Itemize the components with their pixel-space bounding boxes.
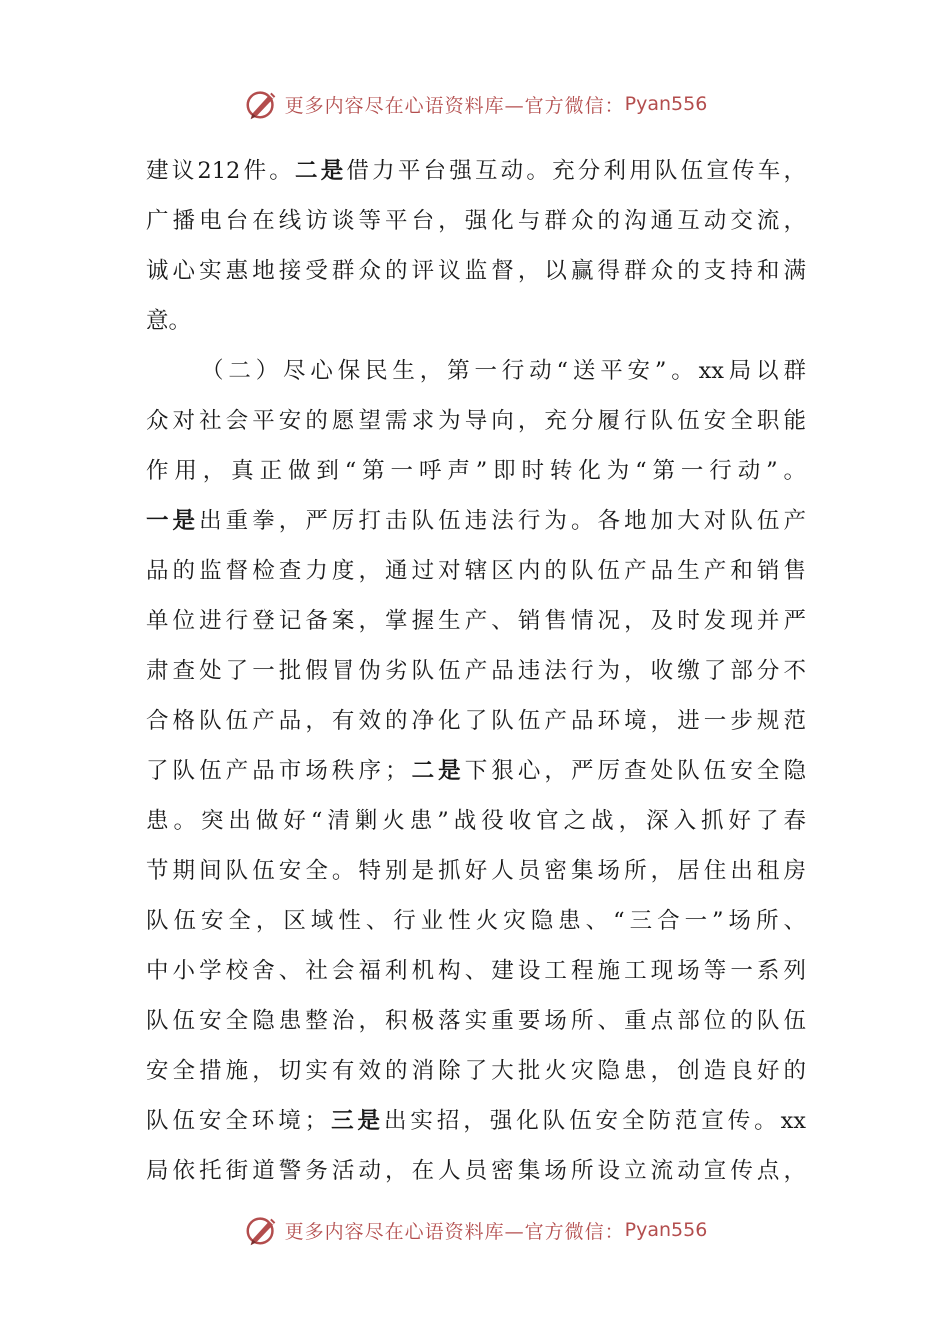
text-line bbox=[146, 1046, 806, 1096]
watermark-text: 更多内容尽在心语资料库—官方微信： bbox=[284, 94, 625, 117]
text-segment: 节期间队伍安全。特别是抓好人员密集场所，居住出租房 bbox=[146, 858, 806, 884]
text-line bbox=[146, 796, 806, 846]
text-line bbox=[146, 596, 806, 646]
watermark-contact: Pyan556 bbox=[624, 93, 708, 115]
text-segment: 肃查处了一批假冒伪劣队伍产品违法行为，收缴了部分不 bbox=[146, 658, 806, 684]
text-segment: 借力平台强互动。充分利用队伍宣传车， bbox=[346, 158, 806, 184]
text-segment: 作用，真正做到“第一呼声”即时转化为“第一行动”。 bbox=[146, 458, 806, 484]
text-line bbox=[146, 396, 806, 446]
text-line bbox=[146, 1146, 806, 1196]
text-line bbox=[146, 196, 806, 246]
text-segment: （二）尽心保民生，第一行动“送平安”。xx局以群 bbox=[201, 358, 806, 384]
text-segment: 下狠心，严厉查处队伍安全隐 bbox=[464, 758, 806, 784]
text-segment: 中小学校舍、社会福利机构、建设工程施工现场等一系列 bbox=[146, 958, 806, 984]
text-segment: 诚心实惠地接受群众的评议监督，以赢得群众的支持和满 bbox=[146, 258, 806, 284]
text-segment: 广播电台在线访谈等平台，强化与群众的沟通互动交流， bbox=[146, 208, 806, 234]
text-segment: 出实招，强化队伍安全防范宣传。xx bbox=[383, 1108, 806, 1134]
text-segment: 建议212件。 bbox=[146, 158, 295, 184]
text-segment: 出重拳，严厉打击队伍违法行为。各地加大对队伍产 bbox=[199, 508, 806, 534]
text-segment: 了队伍产品市场秩序； bbox=[146, 758, 408, 784]
text-line bbox=[146, 896, 806, 946]
text-segment: 局依托街道警务活动，在人员密集场所设立流动宣传点， bbox=[146, 1158, 806, 1184]
footer-watermark bbox=[0, 1210, 950, 1250]
text-line bbox=[146, 696, 806, 746]
emphasis-text: 二是 bbox=[295, 158, 347, 184]
text-segment: 患。突出做好“清剿火患”战役收官之战，深入抓好了春 bbox=[146, 808, 806, 834]
emphasis-text: 二是 bbox=[407, 758, 465, 784]
text-segment: 队伍安全环境； bbox=[146, 1108, 328, 1134]
header-watermark bbox=[0, 84, 950, 124]
text-line bbox=[146, 946, 806, 996]
emphasis-text: 一是 bbox=[146, 508, 200, 534]
pen-logo-icon bbox=[243, 85, 281, 123]
text-line bbox=[146, 496, 806, 546]
watermark-contact: Pyan556 bbox=[624, 1219, 708, 1241]
text-segment: 合格队伍产品，有效的净化了队伍产品环境，进一步规范 bbox=[146, 708, 806, 734]
text-line bbox=[146, 346, 806, 396]
text-line bbox=[146, 846, 806, 896]
text-segment: 队伍安全，区域性、行业性火灾隐患、“三合一”场所、 bbox=[146, 908, 806, 934]
text-segment: 众对社会平安的愿望需求为导向，充分履行队伍安全职能 bbox=[146, 408, 806, 434]
text-line bbox=[146, 746, 806, 796]
document-body bbox=[146, 146, 806, 1196]
text-segment: 品的监督检查力度，通过对辖区内的队伍产品生产和销售 bbox=[146, 558, 806, 584]
text-line bbox=[146, 546, 806, 596]
text-line bbox=[146, 1096, 806, 1146]
pen-logo-icon bbox=[243, 1211, 281, 1249]
text-segment: 安全措施，切实有效的消除了大批火灾隐患，创造良好的 bbox=[146, 1058, 806, 1084]
text-line bbox=[146, 246, 806, 296]
text-line bbox=[146, 996, 806, 1046]
text-line bbox=[146, 446, 806, 496]
text-line bbox=[146, 296, 806, 346]
text-line bbox=[146, 146, 806, 196]
text-segment: 单位进行登记备案，掌握生产、销售情况，及时发现并严 bbox=[146, 608, 806, 634]
emphasis-text: 三是 bbox=[327, 1108, 384, 1134]
text-line bbox=[146, 646, 806, 696]
text-segment: 队伍安全隐患整治，积极落实重要场所、重点部位的队伍 bbox=[146, 1008, 806, 1034]
watermark-text: 更多内容尽在心语资料库—官方微信： bbox=[284, 1220, 625, 1243]
text-segment: 意。 bbox=[146, 308, 192, 334]
